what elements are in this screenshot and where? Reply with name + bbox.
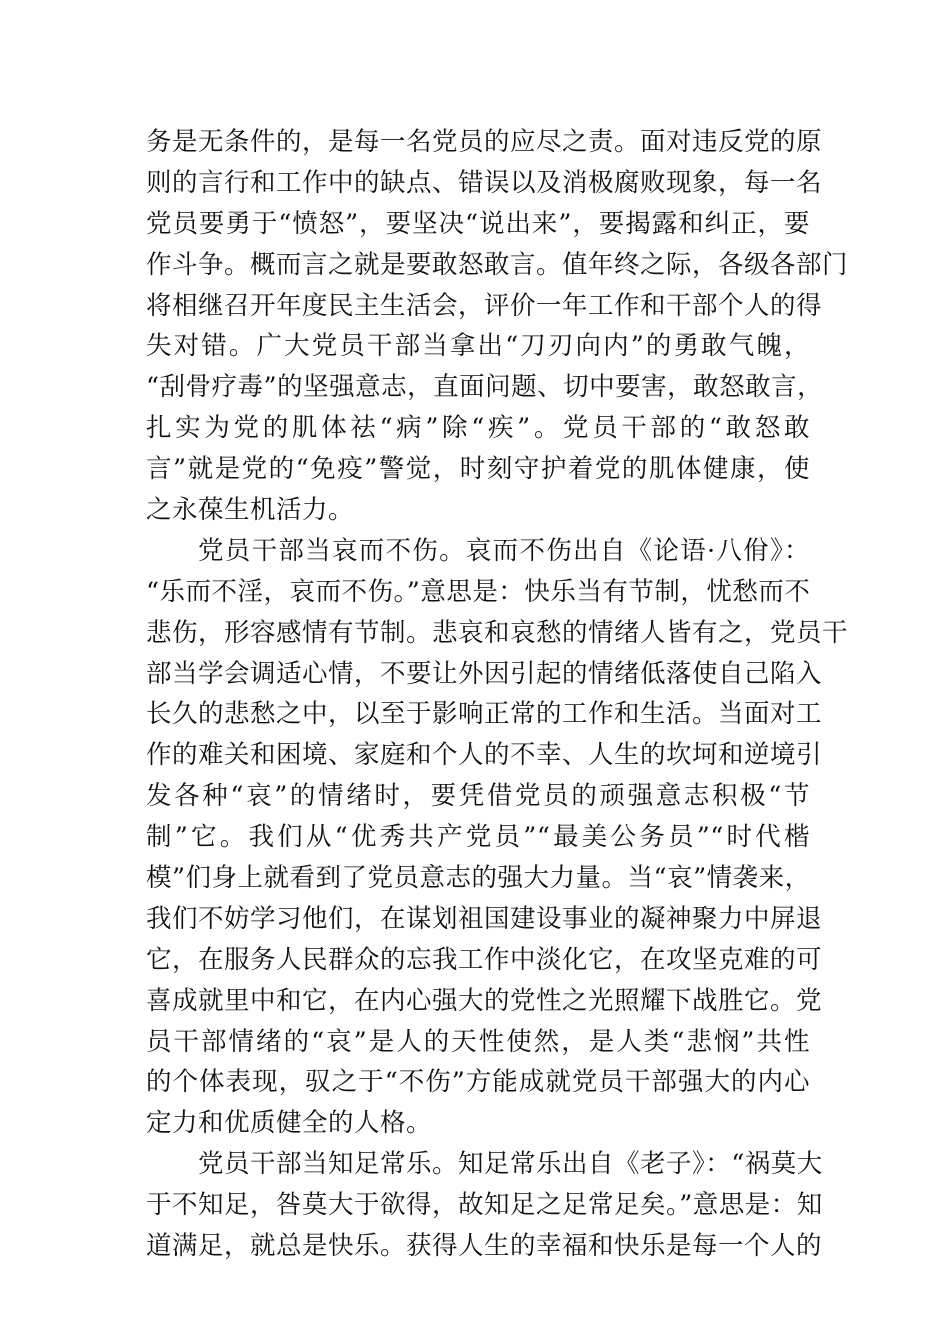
text-line: 党员干部当哀而不伤。哀而不伤出自《论语·八佾》： [198,535,810,566]
text-line: 它，在服务人民群众的忘我工作中淡化它，在攻坚克难的可 [146,944,823,975]
text-line: 模”们身上就看到了党员意志的强大力量。当“哀”情袭来， [146,863,811,894]
paragraph-contentment [146,1144,823,1267]
text-line: 作斗争。概而言之就是要敢怒敢言。值年终之际，各级各部门 [146,249,849,280]
text-line: 失对错。广大党员干部当拿出“刀刃向内”的勇敢气魄， [146,331,810,362]
text-line: 于不知足，咎莫大于欲得，故知足之足常足矣。”意思是：知 [146,1190,823,1221]
text-line: 党员要勇于“愤怒”，要坚决“说出来”，要揭露和纠正，要 [146,208,810,239]
text-line: 长久的悲愁之中，以至于影响正常的工作和生活。当面对工 [146,699,823,730]
text-line: 员干部情绪的“哀”是人的天性使然，是人类“悲悯”共性 [146,1026,810,1057]
text-line: 务是无条件的，是每一名党员的应尽之责。面对违反党的原 [146,127,823,157]
text-line: 喜成就里中和它，在内心强大的党性之光照耀下战胜它。党 [146,985,823,1016]
text-line: 言”就是党的“免疫”警觉，时刻守护着党的肌体健康，使 [146,454,810,485]
text-line: 悲伤，形容感情有节制。悲哀和哀愁的情绪人皆有之，党员干 [146,617,849,648]
text-line: 的个体表现，驭之于“不伤”方能成就党员干部强大的内心 [146,1067,810,1098]
text-line: 部当学会调适心情，不要让外因引起的情绪低落使自己陷入 [146,658,823,689]
text-line: 制”它。我们从“优秀共产党员”“最美公务员”“时代楷 [146,822,810,853]
text-line: 则的言行和工作中的缺点、错误以及消极腐败现象，每一名 [146,167,823,198]
text-line: 将相继召开年度民主生活会，评价一年工作和干部个人的得 [146,290,823,321]
text-line: “乐而不淫，哀而不伤。”意思是：快乐当有节制，忧愁而不 [146,576,811,607]
text-line: 定力和优质健全的人格。 [146,1108,433,1139]
text-line: 我们不妨学习他们，在谋划祖国建设事业的凝神聚力中屏退 [146,903,823,934]
text-line: 扎实为党的肌体祛“病”除“疾”。党员干部的“敢怒敢 [146,413,810,444]
paragraph-sorrow-without-harm [146,531,849,1144]
text-line: 发各种“哀”的情绪时，要凭借党员的顽强意志积极“节 [146,781,810,812]
document-body [146,122,849,1267]
text-line: 道满足，就总是快乐。获得人生的幸福和快乐是每一个人的 [146,1231,823,1262]
paragraph-dare-to-speak [146,122,849,531]
text-line: 之永葆生机活力。 [146,495,355,526]
text-line: 党员干部当知足常乐。知足常乐出自《老子》：“祸莫大 [198,1149,823,1180]
text-line: 作的难关和困境、家庭和个人的不幸、人生的坎坷和逆境引 [146,740,823,771]
text-line: “刮骨疗毒”的坚强意志，直面问题、切中要害，敢怒敢言， [146,372,824,403]
